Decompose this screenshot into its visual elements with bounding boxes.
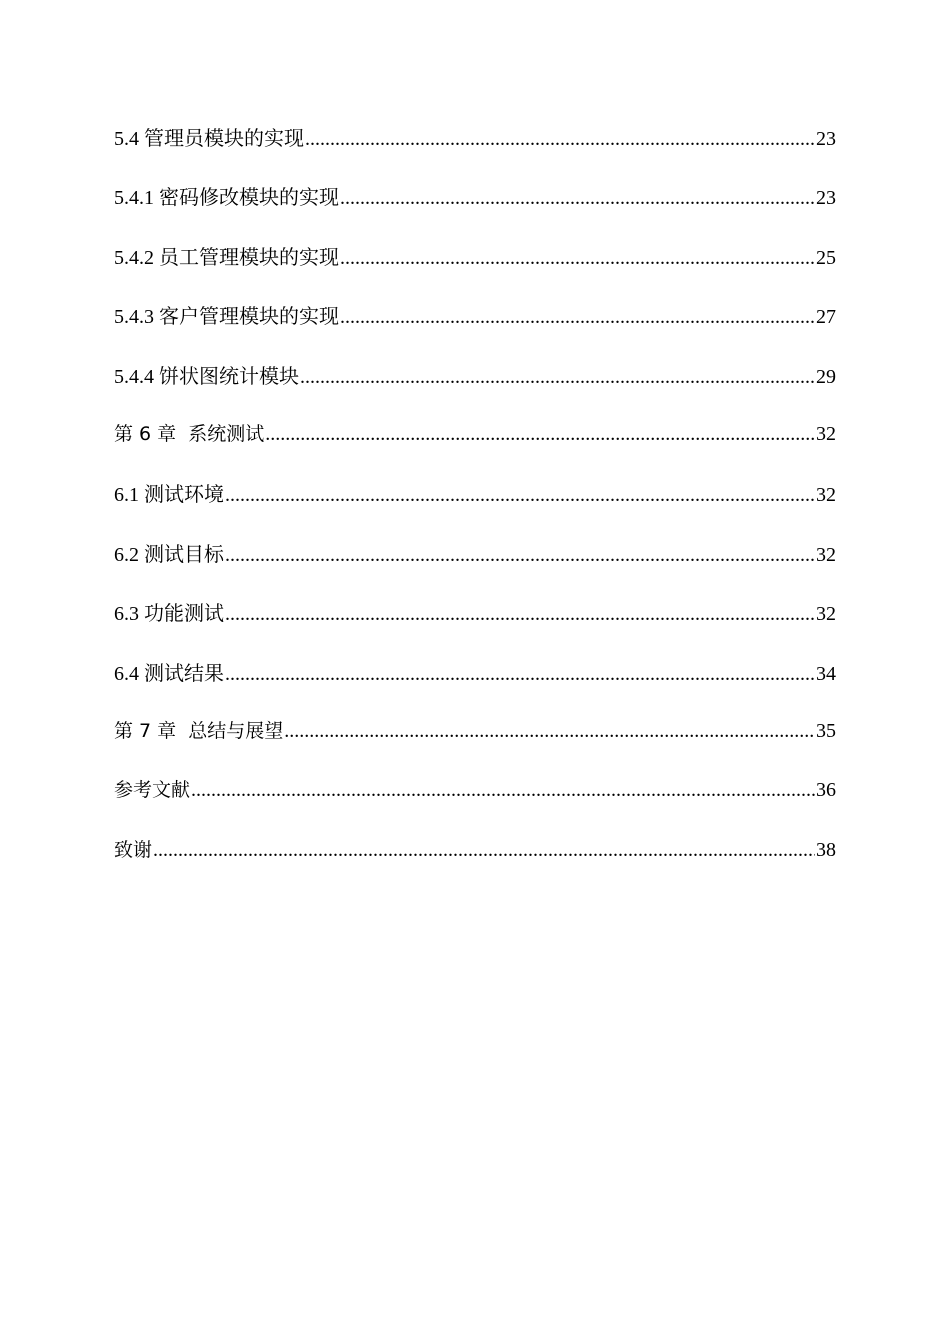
toc-entry-5-4-2[interactable] (114, 241, 836, 300)
toc-entry-title: 5.4.4 饼状图统计模块 (114, 365, 299, 388)
toc-entry-title: 第 6 章 系统测试 (114, 422, 265, 445)
toc-entry-5-4-3[interactable] (114, 300, 836, 359)
toc-entry-title: 第 7 章 总结与展望 (114, 719, 284, 742)
toc-page-number: 32 (816, 422, 836, 445)
toc-entry-5-4-4[interactable] (114, 360, 836, 419)
toc-page-number: 32 (816, 603, 836, 626)
toc-dot-leader (340, 306, 815, 329)
toc-entry-chapter-6[interactable] (114, 419, 836, 478)
toc-page-number: 36 (816, 779, 836, 802)
toc-dot-leader (265, 423, 815, 446)
toc-dot-leader (153, 839, 815, 862)
toc-dot-leader (340, 187, 815, 210)
toc-entry-title: 5.4 管理员模块的实现 (114, 128, 304, 150)
toc-page-number: 23 (816, 187, 836, 210)
toc-page-number: 38 (816, 838, 836, 861)
toc-dot-leader (300, 366, 815, 389)
toc-entry-title: 6.3 功能测试 (114, 603, 224, 626)
toc-dot-leader (225, 544, 815, 567)
toc-entry-title: 5.4.2 员工管理模块的实现 (114, 246, 339, 269)
toc-page-number: 34 (816, 662, 836, 685)
toc-page-number: 32 (816, 484, 836, 507)
toc-dot-leader (284, 720, 815, 743)
toc-entry-title: 6.2 测试目标 (114, 543, 224, 566)
toc-entry-5-4-1[interactable] (114, 181, 836, 240)
toc-page-number: 32 (816, 543, 836, 566)
table-of-contents (114, 122, 836, 894)
toc-page-number: 23 (816, 128, 836, 150)
toc-entry-5-4[interactable] (114, 122, 836, 181)
toc-entry-title: 参考文献 (114, 779, 191, 802)
toc-entry-6-1[interactable] (114, 478, 836, 537)
toc-page-number: 29 (816, 365, 836, 388)
toc-entry-6-2[interactable] (114, 538, 836, 597)
toc-dot-leader (340, 247, 815, 270)
toc-entry-6-4[interactable] (114, 657, 836, 716)
toc-dot-leader (225, 484, 815, 507)
toc-dot-leader (305, 128, 815, 151)
toc-entry-title: 6.4 测试结果 (114, 662, 224, 685)
toc-entry-title: 致谢 (114, 838, 153, 861)
toc-page-number: 27 (816, 306, 836, 329)
toc-page-number: 35 (816, 719, 836, 742)
toc-entry-references[interactable] (114, 775, 836, 834)
toc-dot-leader (225, 603, 815, 626)
toc-page-number: 25 (816, 246, 836, 269)
toc-entry-title: 6.1 测试环境 (114, 484, 224, 507)
toc-dot-leader (191, 779, 815, 802)
toc-dot-leader (225, 663, 815, 686)
toc-entry-title: 5.4.1 密码修改模块的实现 (114, 187, 339, 210)
toc-entry-acknowledgements[interactable] (114, 835, 836, 894)
toc-entry-title: 5.4.3 客户管理模块的实现 (114, 306, 339, 329)
toc-entry-6-3[interactable] (114, 597, 836, 656)
toc-entry-chapter-7[interactable] (114, 716, 836, 775)
